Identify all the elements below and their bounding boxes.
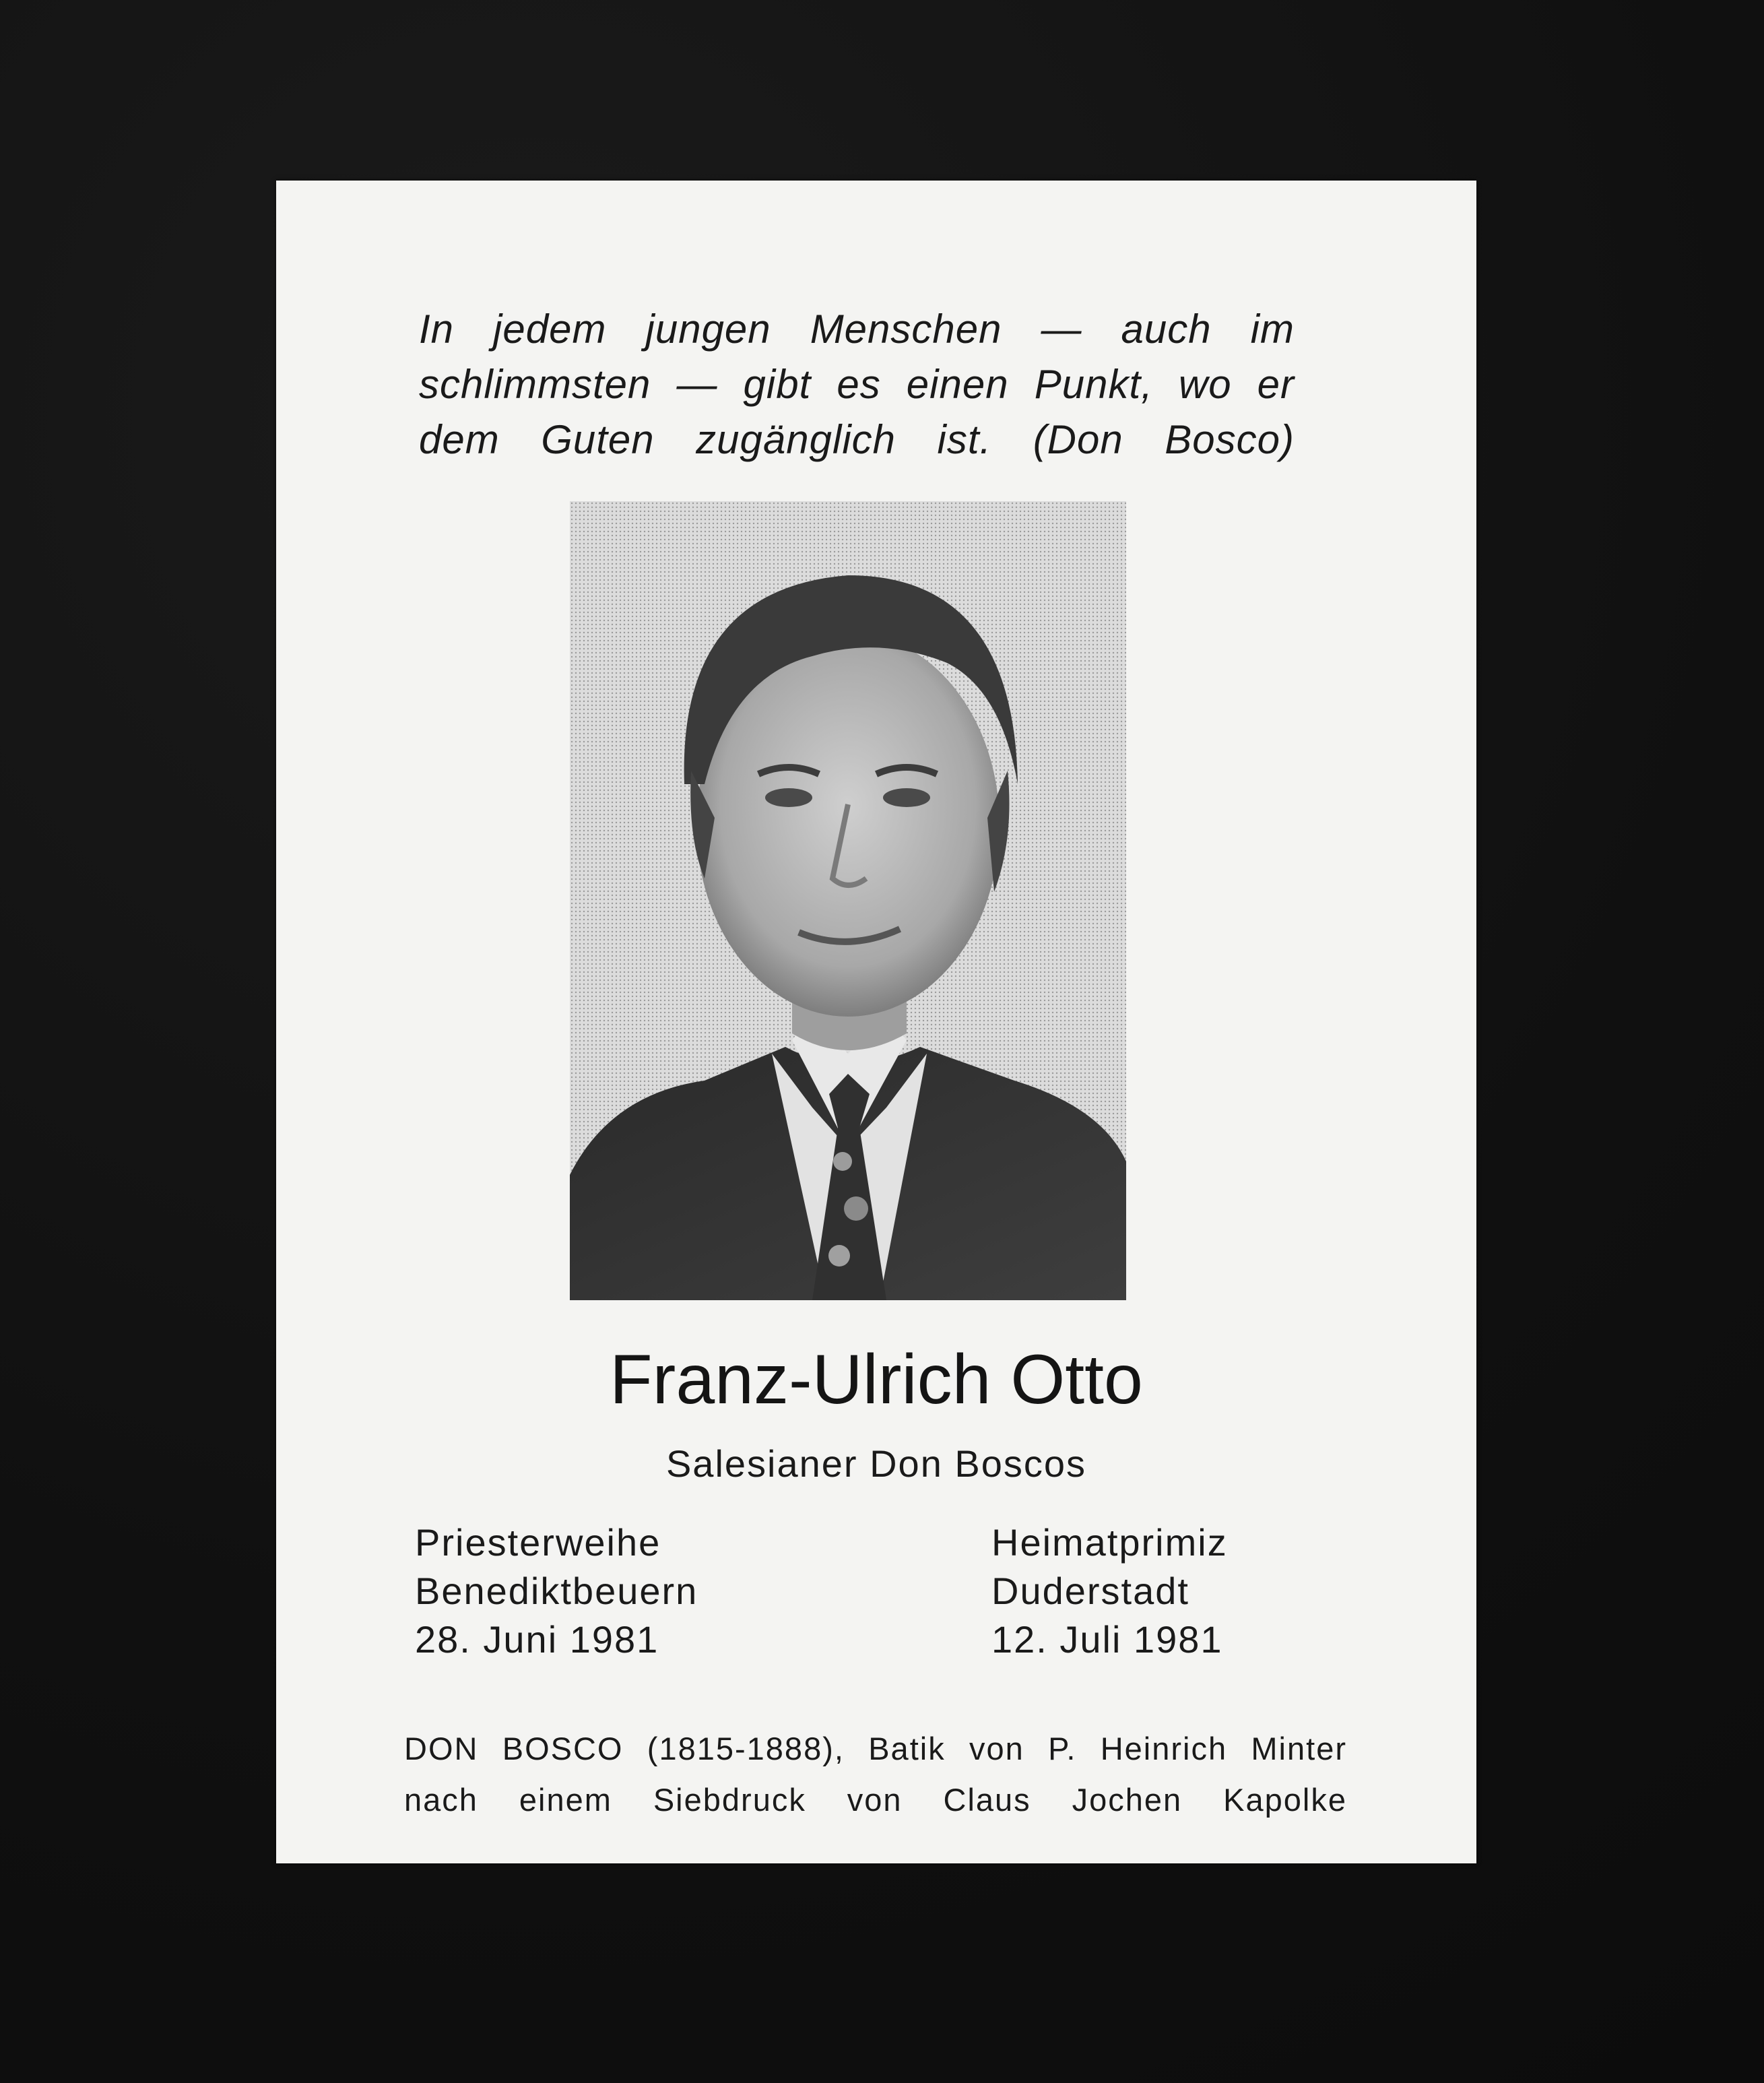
order-subtitle: Salesianer Don Boscos bbox=[665, 1442, 1087, 1485]
first-mass-date: 12. Juli 1981 bbox=[991, 1618, 1223, 1661]
caption-line: nach einem Siebdruck von Claus Jochen Kapolke bbox=[404, 1782, 1347, 1818]
don-bosco-quote bbox=[419, 302, 1295, 468]
portrait-photo bbox=[570, 501, 1126, 1300]
quote-line: In jedem jungen Menschen — auch im bbox=[419, 307, 1295, 352]
caption-line: DON BOSCO (1815-1888), Batik von P. Heinrich Minter bbox=[404, 1731, 1347, 1766]
image-caption bbox=[404, 1723, 1347, 1826]
portrait-image bbox=[570, 501, 1126, 1300]
first-mass-place: Duderstadt bbox=[991, 1570, 1189, 1612]
first-mass-info bbox=[991, 1518, 1228, 1664]
quote-line: dem Guten zugänglich ist. (Don Bosco) bbox=[419, 417, 1295, 462]
ordination-date: 28. Juni 1981 bbox=[415, 1618, 659, 1661]
ordination-info bbox=[415, 1518, 698, 1664]
ordination-label: Priesterweihe bbox=[415, 1521, 661, 1564]
memorial-card bbox=[276, 181, 1476, 1863]
quote-line: schlimmsten — gibt es einen Punkt, wo er bbox=[419, 362, 1295, 407]
ordination-place: Benediktbeuern bbox=[415, 1570, 698, 1612]
first-mass-label: Heimatprimiz bbox=[991, 1521, 1228, 1564]
person-name: Franz-Ulrich Otto bbox=[610, 1341, 1143, 1419]
